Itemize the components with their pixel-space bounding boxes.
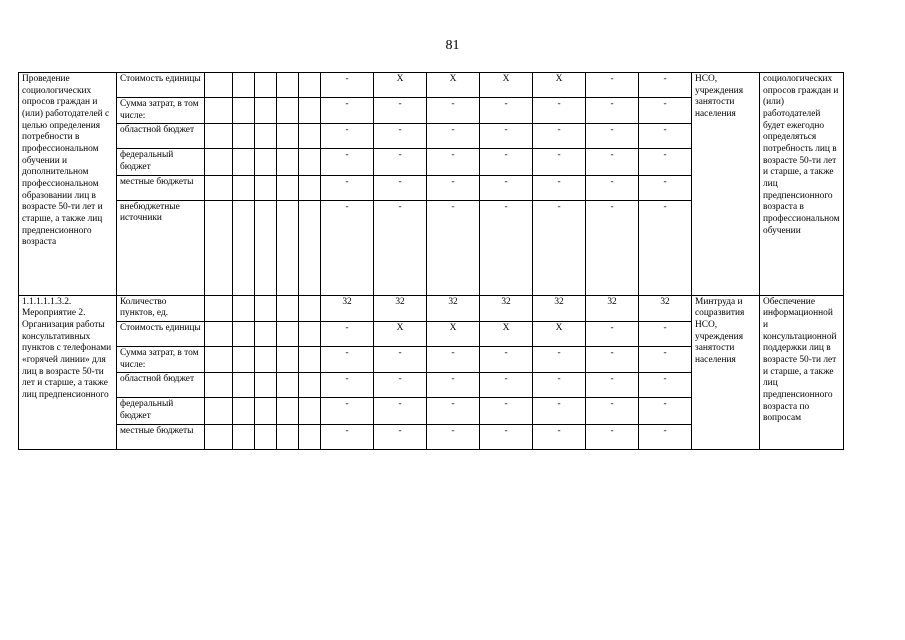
year-value: X [533, 73, 586, 98]
year-value: - [427, 149, 480, 175]
year-value: - [586, 98, 639, 124]
year-value: - [321, 321, 374, 346]
year-value: - [321, 200, 374, 295]
empty-cell [233, 321, 255, 346]
empty-cell [299, 124, 321, 149]
year-value: - [639, 98, 692, 124]
year-value: - [639, 398, 692, 424]
year-value: - [586, 124, 639, 149]
empty-cell [277, 424, 299, 449]
year-value: - [639, 73, 692, 98]
empty-cell [205, 295, 233, 321]
empty-cell [205, 149, 233, 175]
empty-cell [255, 295, 277, 321]
indicator-label: местные бюджеты [117, 424, 205, 449]
empty-cell [277, 321, 299, 346]
empty-cell [255, 398, 277, 424]
empty-cell [299, 424, 321, 449]
year-value: - [533, 346, 586, 372]
year-value: X [427, 73, 480, 98]
indicator-label: Количество пунктов, ед. [117, 295, 205, 321]
year-value: - [586, 346, 639, 372]
year-value: - [533, 98, 586, 124]
table-row [19, 73, 844, 98]
empty-cell [233, 124, 255, 149]
year-value: - [586, 73, 639, 98]
year-value: 32 [321, 295, 374, 321]
year-value: - [321, 73, 374, 98]
year-value: - [321, 175, 374, 200]
empty-cell [299, 149, 321, 175]
empty-cell [205, 424, 233, 449]
year-value: - [586, 373, 639, 398]
year-value: - [321, 398, 374, 424]
year-value: - [427, 398, 480, 424]
year-value: - [427, 346, 480, 372]
empty-cell [255, 200, 277, 295]
activity-cell: 1.1.1.1.1.3.2. Мероприятие 2. Организация работы консультативных пунктов с телефонами «горячей линии» для лиц в возрасте 50-ти лет и старше, а также лиц предпенсионного [19, 295, 117, 449]
year-value: - [639, 424, 692, 449]
empty-cell [277, 200, 299, 295]
year-value: - [639, 124, 692, 149]
year-value: - [374, 424, 427, 449]
empty-cell [205, 321, 233, 346]
year-value: - [586, 424, 639, 449]
year-value: - [321, 149, 374, 175]
empty-cell [255, 124, 277, 149]
year-value: - [374, 124, 427, 149]
year-value: - [374, 175, 427, 200]
empty-cell [299, 373, 321, 398]
year-value: - [480, 175, 533, 200]
year-value: 32 [639, 295, 692, 321]
executor-cell: Минтруда и соцразвития НСО, учреждения занятости населения [692, 295, 760, 449]
empty-cell [299, 200, 321, 295]
year-value: - [480, 200, 533, 295]
empty-cell [277, 398, 299, 424]
year-value: - [480, 398, 533, 424]
empty-cell [277, 98, 299, 124]
year-value: - [586, 149, 639, 175]
empty-cell [277, 373, 299, 398]
year-value: - [427, 98, 480, 124]
empty-cell [205, 373, 233, 398]
empty-cell [233, 295, 255, 321]
empty-cell [205, 398, 233, 424]
year-value: - [639, 346, 692, 372]
empty-cell [277, 346, 299, 372]
year-value: X [427, 321, 480, 346]
indicator-label: областной бюджет [117, 124, 205, 149]
empty-cell [299, 398, 321, 424]
empty-cell [255, 373, 277, 398]
year-value: - [321, 98, 374, 124]
year-value: - [639, 149, 692, 175]
year-value: - [639, 175, 692, 200]
year-value: X [480, 321, 533, 346]
indicator-label: Стоимость единицы [117, 73, 205, 98]
year-value: - [533, 200, 586, 295]
empty-cell [233, 73, 255, 98]
year-value: - [321, 124, 374, 149]
empty-cell [277, 73, 299, 98]
year-value: - [533, 124, 586, 149]
year-value: X [374, 321, 427, 346]
indicator-label: местные бюджеты [117, 175, 205, 200]
empty-cell [233, 200, 255, 295]
year-value: - [639, 200, 692, 295]
empty-cell [205, 200, 233, 295]
empty-cell [277, 149, 299, 175]
year-value: - [374, 98, 427, 124]
year-value: 32 [480, 295, 533, 321]
year-value: - [427, 373, 480, 398]
empty-cell [277, 295, 299, 321]
year-value: - [586, 200, 639, 295]
empty-cell [255, 73, 277, 98]
empty-cell [233, 346, 255, 372]
year-value: - [586, 321, 639, 346]
empty-cell [233, 98, 255, 124]
empty-cell [277, 124, 299, 149]
year-value: - [639, 321, 692, 346]
empty-cell [233, 398, 255, 424]
year-value: 32 [427, 295, 480, 321]
year-value: - [480, 346, 533, 372]
page-number: 81 [445, 38, 460, 53]
empty-cell [205, 124, 233, 149]
year-value: - [480, 424, 533, 449]
empty-cell [233, 424, 255, 449]
empty-cell [205, 175, 233, 200]
empty-cell [299, 321, 321, 346]
empty-cell [255, 346, 277, 372]
year-value: - [480, 98, 533, 124]
indicator-label: Сумма затрат, в том числе: [117, 346, 205, 372]
year-value: - [639, 373, 692, 398]
year-value: - [427, 200, 480, 295]
empty-cell [233, 373, 255, 398]
year-value: - [374, 200, 427, 295]
table-row [19, 295, 844, 321]
year-value: X [374, 73, 427, 98]
year-value: - [427, 175, 480, 200]
year-value: - [374, 149, 427, 175]
year-value: - [480, 373, 533, 398]
year-value: - [533, 175, 586, 200]
year-value: - [427, 424, 480, 449]
empty-cell [205, 98, 233, 124]
year-value: 32 [533, 295, 586, 321]
year-value: - [374, 398, 427, 424]
year-value: - [321, 373, 374, 398]
empty-cell [205, 73, 233, 98]
year-value: X [480, 73, 533, 98]
empty-cell [255, 175, 277, 200]
indicator-label: федеральный бюджет [117, 149, 205, 175]
empty-cell [255, 321, 277, 346]
year-value: - [480, 124, 533, 149]
indicator-label: Сумма затрат, в том числе: [117, 98, 205, 124]
year-value: 32 [586, 295, 639, 321]
year-value: - [533, 424, 586, 449]
year-value: - [374, 373, 427, 398]
activity-cell: Проведение социологических опросов граждан и (или) работодателей с целью определения потребности в профессиональном обучении и дополнительном профессиональном образовании лиц в возрасте 50-ти лет и старше, а также лиц предпенсионного возраста [19, 73, 117, 296]
empty-cell [205, 346, 233, 372]
year-value: - [427, 124, 480, 149]
executor-cell: НСО, учреждения занятости населения [692, 73, 760, 296]
empty-cell [255, 424, 277, 449]
year-value: 32 [374, 295, 427, 321]
empty-cell [255, 149, 277, 175]
empty-cell [233, 149, 255, 175]
indicator-label: внебюджетные источники [117, 200, 205, 295]
year-value: - [533, 373, 586, 398]
empty-cell [299, 175, 321, 200]
year-value: - [533, 398, 586, 424]
indicator-label: областной бюджет [117, 373, 205, 398]
year-value: - [480, 149, 533, 175]
indicator-label: федеральный бюджет [117, 398, 205, 424]
year-value: X [533, 321, 586, 346]
year-value: - [586, 398, 639, 424]
program-table [18, 72, 844, 450]
table-body [19, 73, 844, 450]
empty-cell [233, 175, 255, 200]
year-value: - [321, 346, 374, 372]
empty-cell [277, 175, 299, 200]
empty-cell [299, 346, 321, 372]
year-value: - [533, 149, 586, 175]
year-value: - [374, 346, 427, 372]
year-value: - [586, 175, 639, 200]
result-cell: социологических опросов граждан и (или) работодателей будет ежегодно определяться потребность лиц в возрасте 50-ти лет и старше, а также лиц предпенсионного возраста в профессиональном обучении [760, 73, 844, 296]
indicator-label: Стоимость единицы [117, 321, 205, 346]
empty-cell [255, 98, 277, 124]
empty-cell [299, 98, 321, 124]
empty-cell [299, 295, 321, 321]
empty-cell [299, 73, 321, 98]
result-cell: Обеспечение информационной и консультационной поддержки лиц в возрасте 50-ти лет и старше, а также лиц предпенсионного возраста по вопросам [760, 295, 844, 449]
year-value: - [321, 424, 374, 449]
